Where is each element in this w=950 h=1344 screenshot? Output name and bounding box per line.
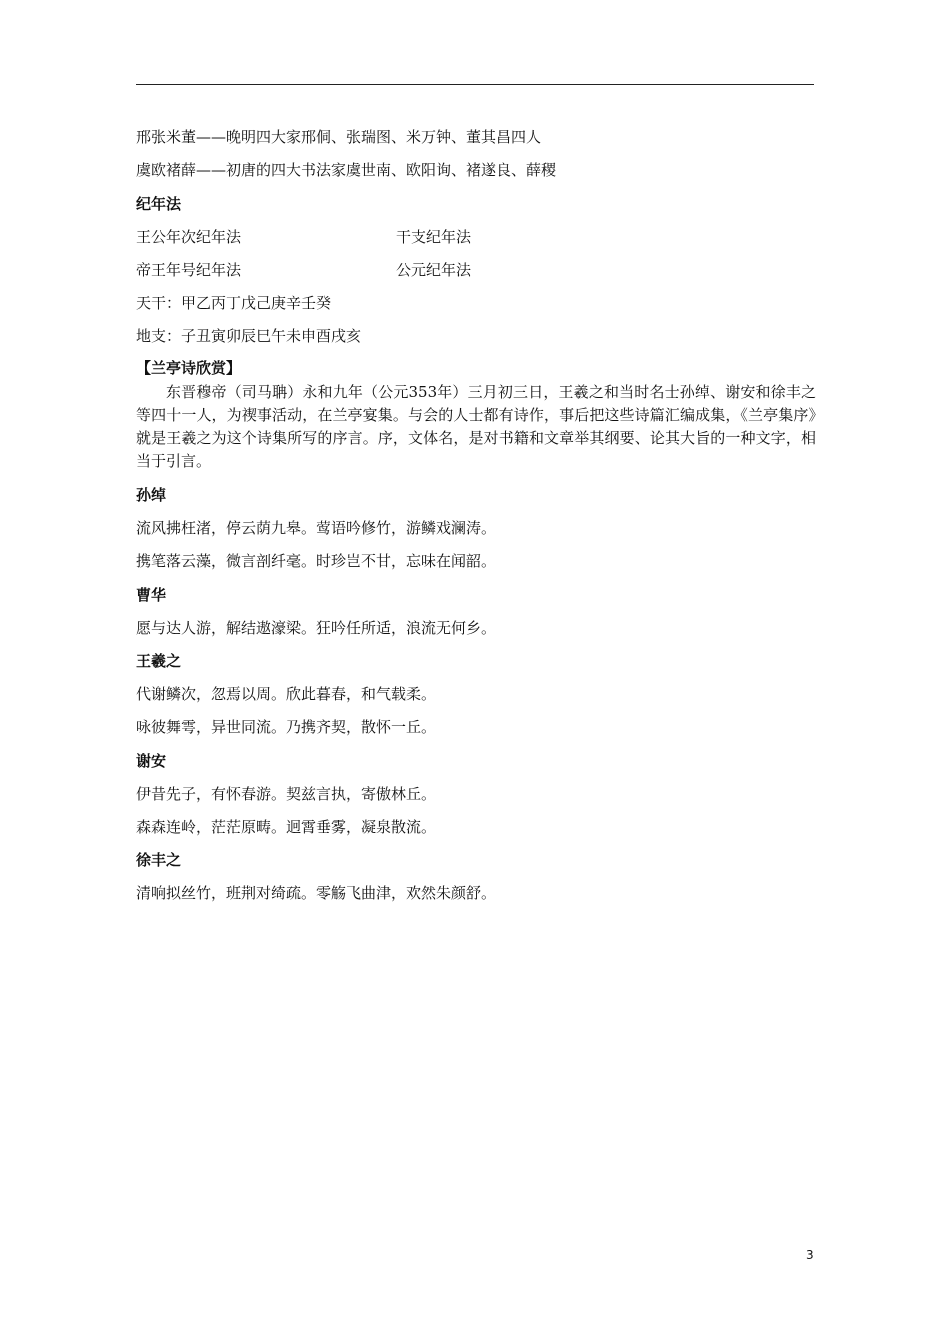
page-number: 3 [806,1248,814,1262]
tiangan-line: 天干：甲乙丙丁戊己庚辛壬癸 [136,294,332,312]
chronology-item: 公元纪年法 [396,261,472,279]
poem-line: 代谢鳞次，忽焉以周。欣此暮春，和气载柔。 [136,685,437,703]
poet-name: 谢安 [136,752,167,770]
poem-line: 伊昔先子，有怀春游。契兹言执，寄傲林丘。 [136,785,437,803]
chronology-item: 王公年次纪年法 [136,228,242,246]
text-line-xingzhangmidong: 邢张米董——晚明四大家邢侗、张瑞图、米万钟、董其昌四人 [136,128,542,146]
chronology-item: 帝王年号纪年法 [136,261,242,279]
poem-line: 咏彼舞雩，异世同流。乃携齐契，散怀一丘。 [136,718,437,736]
poem-line: 携笔落云藻，微言剖纤毫。时珍岂不甘，忘味在闻韶。 [136,552,497,570]
text-line-yuouchuxue: 虞欧褚薛——初唐的四大书法家虞世南、欧阳询、褚遂良、薛稷 [136,161,557,179]
intro-paragraph: 东晋穆帝（司马聃）永和九年（公元353年）三月初三日，王羲之和当时名士孙绰、谢安和徐丰之等四十一人，为禊事活动，在兰亭宴集。与会的人士都有诗作，事后把这些诗篇汇编成集，《兰亭集序》就是王羲之为这个诗集所写的序言。序，文体名，是对书籍和文章举其纲要、论其大旨的一种文字，相当于引言。 [136,383,816,470]
chronology-item: 干支纪年法 [396,228,472,246]
poem-line: 愿与达人游，解结遨濠梁。狂吟任所适，浪流无何乡。 [136,619,497,637]
heading-chronology: 纪年法 [136,195,182,213]
poem-line: 清响拟丝竹，班荆对绮疏。零觞飞曲津，欢然朱颜舒。 [136,884,497,902]
section-title: 【兰亭诗欣赏】 [136,359,242,377]
poem-line: 森森连岭，茫茫原畴。迥霄垂雾，凝泉散流。 [136,818,437,836]
poet-name: 孙绰 [136,486,167,504]
poem-line: 流风拂枉渚，停云荫九皋。莺语吟修竹，游鳞戏澜涛。 [136,519,497,537]
poet-name: 王羲之 [136,652,182,670]
poet-name: 徐丰之 [136,851,182,869]
header-rule [136,84,814,85]
poet-name: 曹华 [136,586,167,604]
dizhi-line: 地支：子丑寅卯辰巳午未申酉戌亥 [136,327,362,345]
